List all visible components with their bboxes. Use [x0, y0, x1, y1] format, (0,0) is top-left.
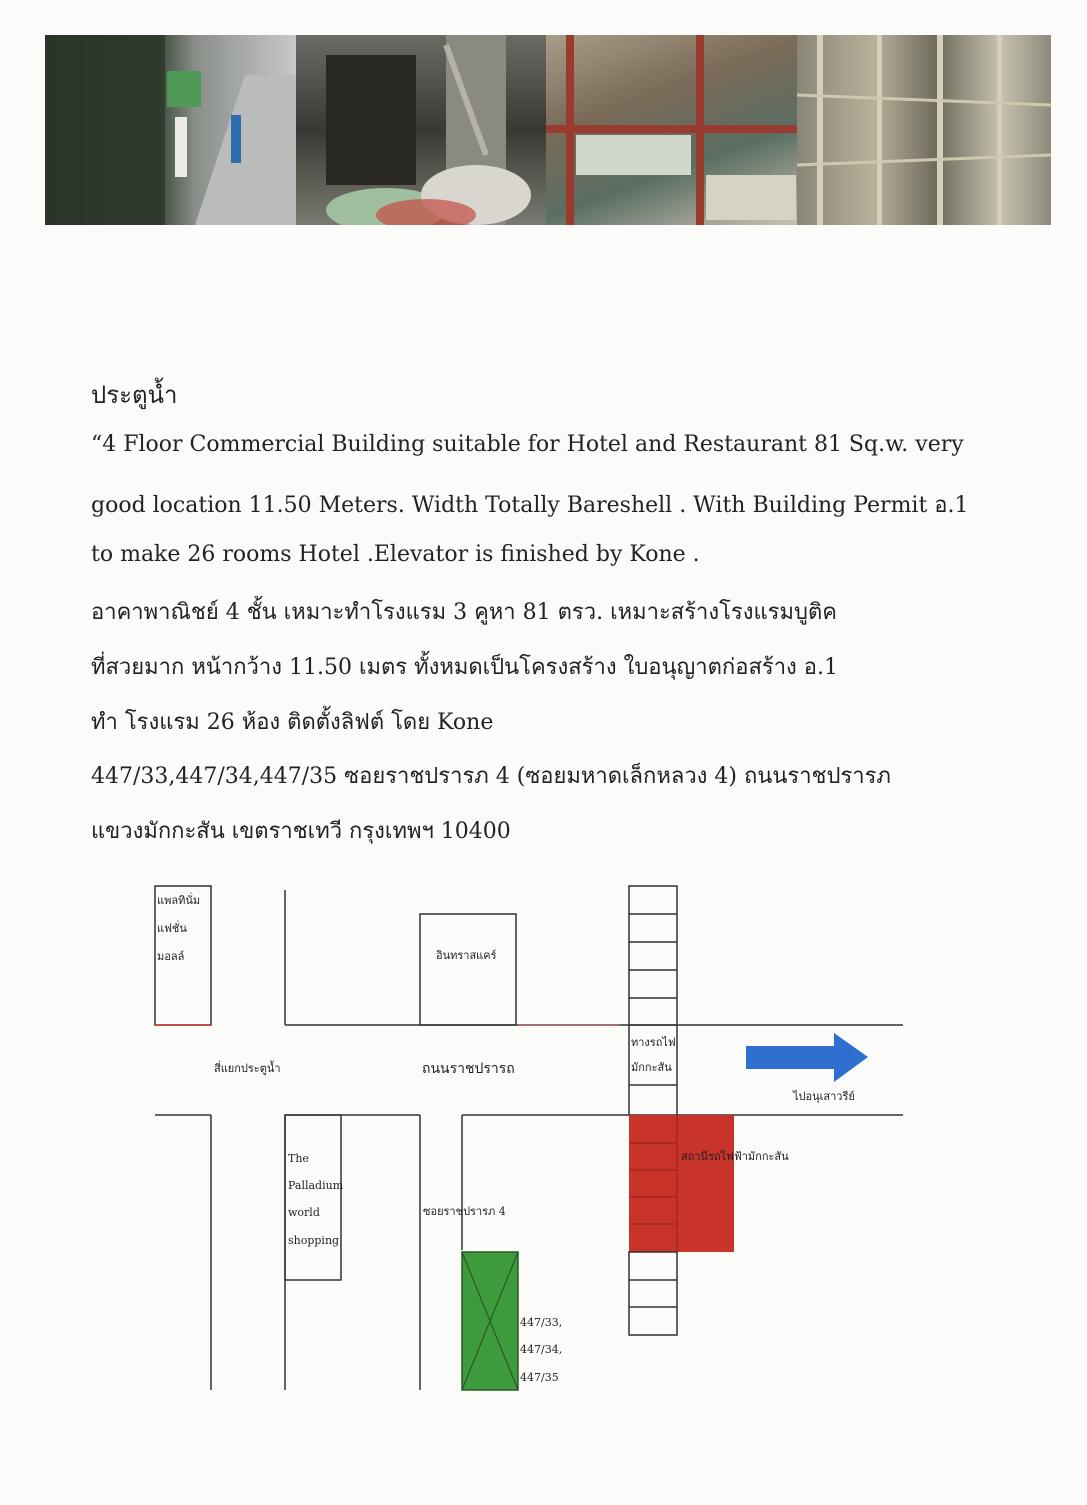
palladium-label-1: The [288, 1152, 309, 1165]
wooden-scaffolding-photo [797, 35, 1051, 225]
soi-label: ซอยราชปรารภ 4 [423, 1205, 506, 1218]
palladium-label-4: shopping [288, 1234, 340, 1247]
palladium-box [285, 1115, 341, 1280]
rail-track-lower [629, 1252, 677, 1335]
station-label: สถานีรถไฟฟ้ามักกะสัน [681, 1150, 789, 1163]
platinum-label-1: แพลทินั่ม [157, 894, 201, 907]
location-title: ประตูน้ำ [91, 381, 178, 409]
photo-strip [45, 35, 1051, 225]
thai-description-line-1: อาคาพาณิชย์ 4 ชั้น เหมาะทำโรงแรม 3 คูหา 81 ตรว. เหมาะสร้างโรงแรมบูติค [91, 600, 837, 625]
address-line-1: 447/33,447/34,447/35 ซอยราชปรารภ 4 (ซอยมหาดเล็กหลวง 4) ถนนราชปรารภ [91, 764, 891, 789]
road-label: ถนนราชปรารถ [422, 1061, 515, 1077]
platinum-label-3: มอลล์ [157, 950, 185, 963]
plot-label-1: 447/33, [520, 1316, 563, 1329]
english-description-line-2: good location 11.50 Meters. Width Totally Bareshell . With Building Permit อ.1 [91, 493, 969, 518]
makkasan-station [629, 1115, 734, 1252]
intersection-label: สี่แยกประตูน้ำ [214, 1062, 281, 1075]
rail-track-upper [629, 886, 677, 1025]
palladium-label-2: Palladium [288, 1179, 344, 1192]
thai-description-line-3: ทำ โรงแรม 26 ห้อง ติดตั้งลิฟต์ โดย Kone [91, 710, 494, 735]
plot-label-2: 447/34, [520, 1343, 563, 1356]
location-map [0, 850, 1087, 1410]
thai-description-line-2: ที่สวยมาก หน้ากว้าง 11.50 เมตร ทั้งหมดเป็นโครงสร้าง ใบอนุญาตก่อสร้าง อ.1 [91, 655, 838, 680]
indra-square-box [420, 914, 516, 1025]
english-description-line-1: “4 Floor Commercial Building suitable for Hotel and Restaurant 81 Sq.w. very [91, 432, 964, 457]
indra-label: อินทราสแคร์ [436, 949, 497, 962]
interior-debris-photo [296, 35, 546, 225]
address-line-2: แขวงมักกะสัน เขตราชเทวี กรุงเทพฯ 10400 [91, 819, 511, 844]
platinum-label-2: แฟชั่น [157, 922, 187, 935]
direction-label: ไปอนุเสาวรีย์ [793, 1090, 855, 1103]
english-description-line-3: to make 26 rooms Hotel .Elevator is finished by Kone . [91, 542, 700, 567]
palladium-label-3: world [288, 1206, 320, 1219]
plot-label-3: 447/35 [520, 1371, 559, 1384]
rail-label-2: มักกะสัน [631, 1061, 672, 1074]
street-construction-photo [45, 35, 296, 225]
direction-arrow [746, 1033, 868, 1082]
scaffold-facade-photo [546, 35, 797, 225]
rail-label-1: ทางรถไฟ [631, 1036, 676, 1049]
